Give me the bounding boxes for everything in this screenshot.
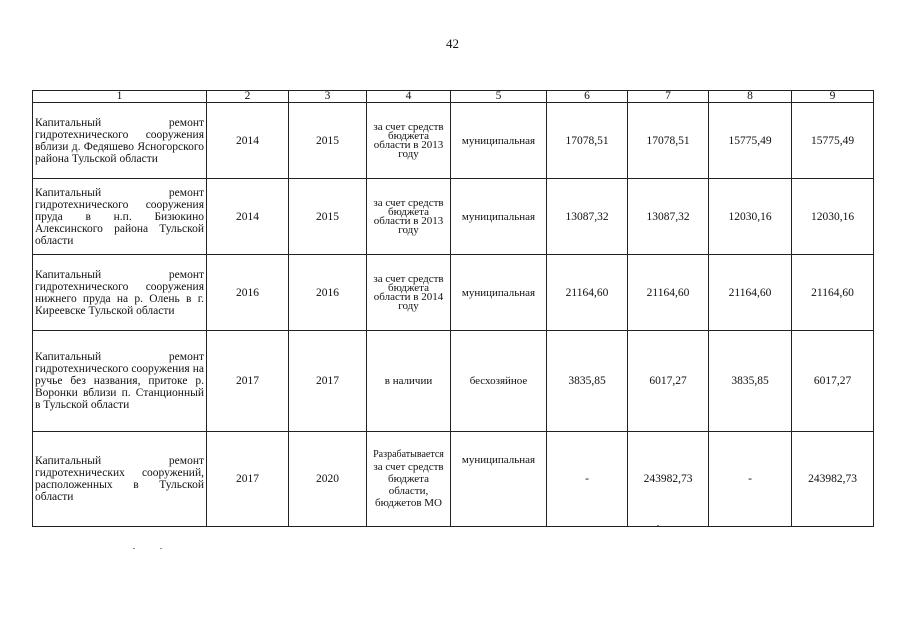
ownership-cell: муниципальная bbox=[451, 103, 547, 179]
end-year-cell: 2016 bbox=[289, 255, 367, 331]
end-year-cell: 2017 bbox=[289, 331, 367, 432]
funding-source-cell bbox=[367, 432, 451, 527]
table-row bbox=[33, 432, 874, 527]
ownership-cell: муниципальная bbox=[451, 255, 547, 331]
funding-source-cell: за счет средств бюджета области в 2014 году bbox=[367, 255, 451, 331]
scan-speck bbox=[657, 525, 659, 526]
table-row bbox=[33, 103, 874, 179]
value-cell-8: 12030,16 bbox=[709, 179, 792, 255]
column-header-6: 6 bbox=[547, 91, 628, 103]
value-cell-6: 3835,85 bbox=[547, 331, 628, 432]
scan-speck bbox=[133, 548, 135, 549]
start-year-cell: 2017 bbox=[207, 432, 289, 527]
column-header-2: 2 bbox=[207, 91, 289, 103]
value-cell-7: 17078,51 bbox=[628, 103, 709, 179]
value-cell-9: 15775,49 bbox=[792, 103, 874, 179]
value-cell-7: 6017,27 bbox=[628, 331, 709, 432]
column-header-7: 7 bbox=[628, 91, 709, 103]
funding-source-cell: за счет средств бюджета области в 2013 году bbox=[367, 103, 451, 179]
funding-source-cell: в наличии bbox=[367, 331, 451, 432]
value-cell-6: 17078,51 bbox=[547, 103, 628, 179]
table-row bbox=[33, 331, 874, 432]
value-cell-9: 243982,73 bbox=[792, 432, 874, 527]
value-cell-7: 13087,32 bbox=[628, 179, 709, 255]
value-cell-7: 21164,60 bbox=[628, 255, 709, 331]
value-cell-9: 12030,16 bbox=[792, 179, 874, 255]
page-number: 42 bbox=[446, 36, 459, 51]
start-year-cell: 2017 bbox=[207, 331, 289, 432]
value-cell-8: 3835,85 bbox=[709, 331, 792, 432]
start-year-cell: 2014 bbox=[207, 103, 289, 179]
object-name-cell: Капитальный ремонт гидротехнического сооружения вблизи д. Федяшево Ясногорского района Тульской области bbox=[33, 103, 207, 179]
object-name-cell: Капитальный ремонт гидротехнического сооружения пруда в н.п. Бизюкино Алексинского района Тульской области bbox=[33, 179, 207, 255]
value-cell-9: 6017,27 bbox=[792, 331, 874, 432]
column-header-5: 5 bbox=[451, 91, 547, 103]
column-header-3: 3 bbox=[289, 91, 367, 103]
value-cell-8: 21164,60 bbox=[709, 255, 792, 331]
value-cell-8: 15775,49 bbox=[709, 103, 792, 179]
column-header-1: 1 bbox=[33, 91, 207, 103]
value-cell-7: 243982,73 bbox=[628, 432, 709, 527]
ownership-cell: бесхозяйное bbox=[451, 331, 547, 432]
object-name-cell: Капитальный ремонт гидротехнических сооружений, расположенных в Тульской области bbox=[33, 432, 207, 527]
value-cell-6: - bbox=[547, 432, 628, 527]
funding-source-cell: за счет средств бюджета области в 2013 году bbox=[367, 179, 451, 255]
header-row bbox=[33, 91, 874, 103]
ownership-cell: муниципальная bbox=[451, 432, 547, 527]
end-year-cell: 2015 bbox=[289, 103, 367, 179]
end-year-cell: 2020 bbox=[289, 432, 367, 527]
scan-speck bbox=[160, 548, 162, 549]
column-header-9: 9 bbox=[792, 91, 874, 103]
column-header-4: 4 bbox=[367, 91, 451, 103]
object-name-cell: Капитальный ремонт гидротехнического сооружения нижнего пруда на р. Олень в г. Киреевске Тульской области bbox=[33, 255, 207, 331]
table-row bbox=[33, 179, 874, 255]
column-header-8: 8 bbox=[709, 91, 792, 103]
table-row bbox=[33, 255, 874, 331]
value-cell-6: 13087,32 bbox=[547, 179, 628, 255]
object-name-cell: Капитальный ремонт гидротехнического сооружения на ручье без названия, притоке р. Воронки вблизи п. Станционный в Тульской области bbox=[33, 331, 207, 432]
data-table bbox=[32, 90, 874, 527]
funding-source-text: за счет средств бюджета области, бюджетов МО bbox=[373, 461, 444, 509]
end-year-cell: 2015 bbox=[289, 179, 367, 255]
ownership-cell: муниципальная bbox=[451, 179, 547, 255]
funding-source-lead: Разрабатывается bbox=[373, 449, 444, 460]
start-year-cell: 2016 bbox=[207, 255, 289, 331]
value-cell-6: 21164,60 bbox=[547, 255, 628, 331]
value-cell-9: 21164,60 bbox=[792, 255, 874, 331]
value-cell-8: - bbox=[709, 432, 792, 527]
start-year-cell: 2014 bbox=[207, 179, 289, 255]
